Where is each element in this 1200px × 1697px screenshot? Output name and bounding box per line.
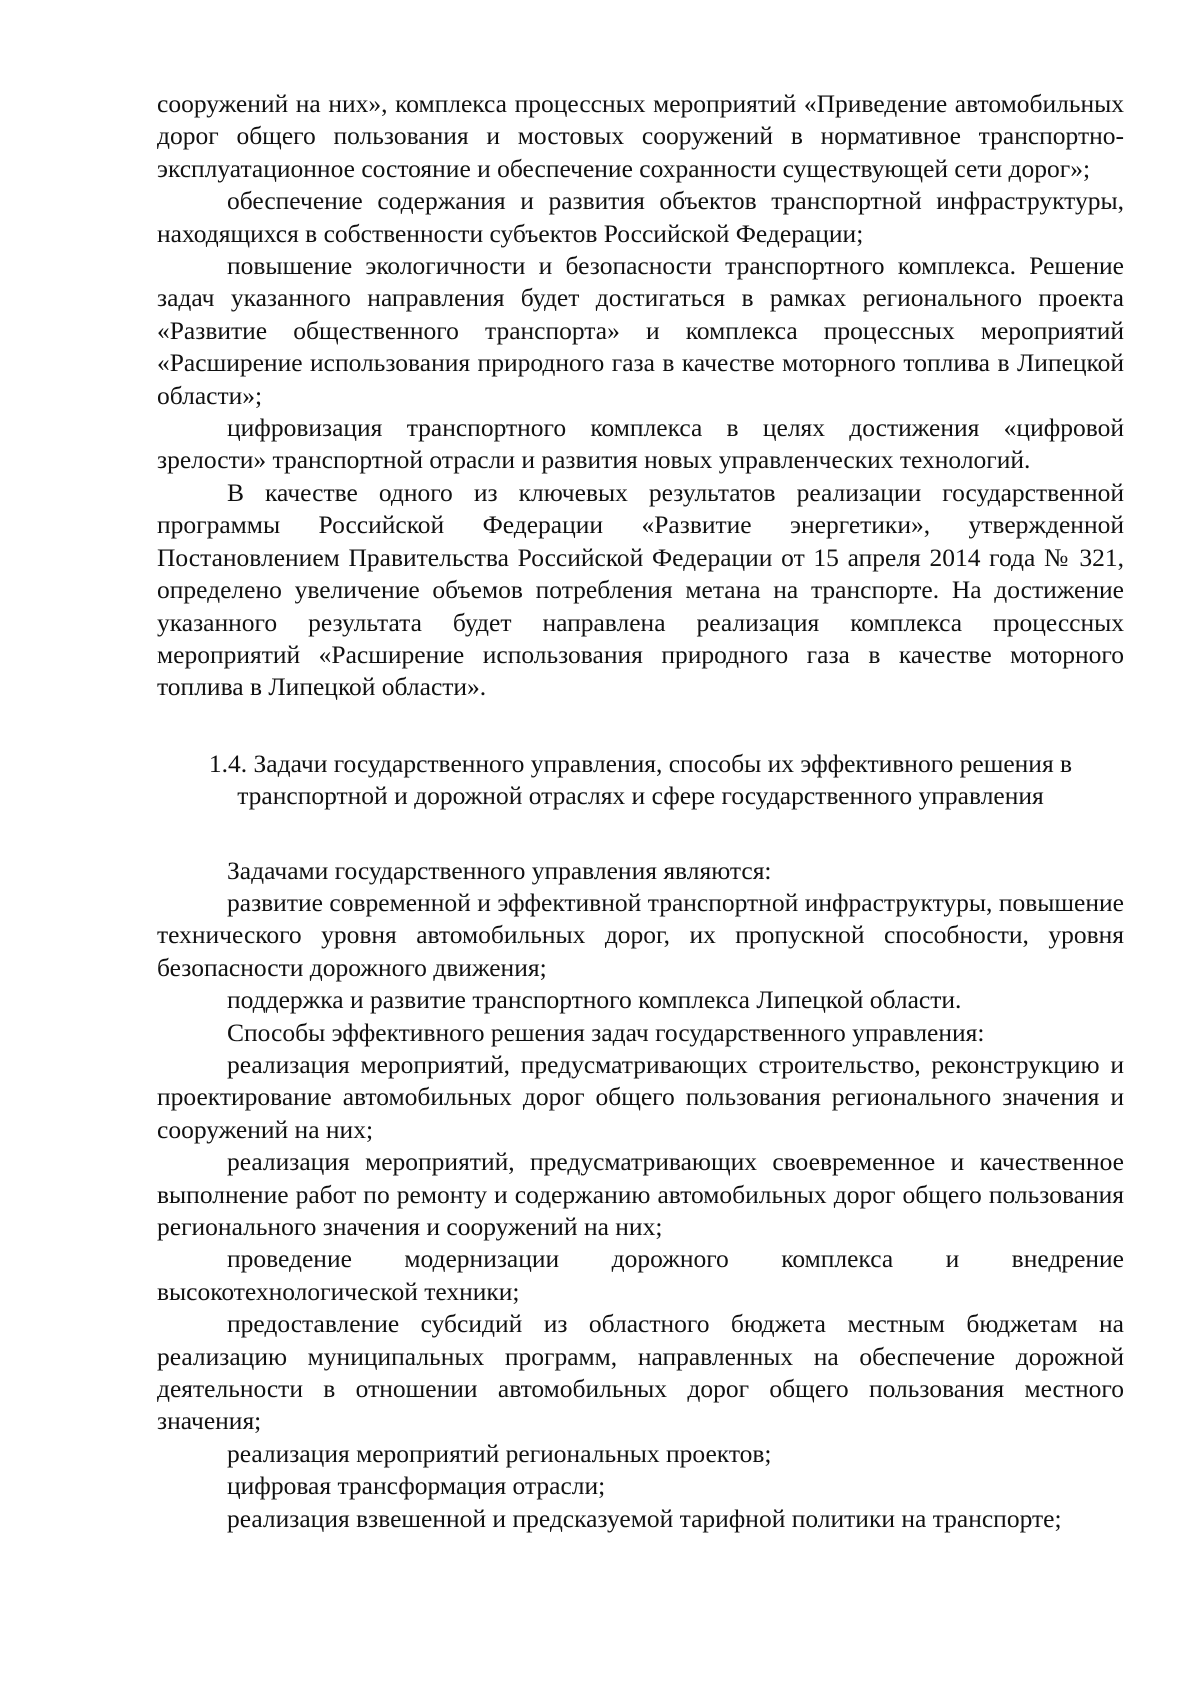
section-heading-line-1: 1.4. Задачи государственного управления, способы их эффективного решения в [208,748,1073,778]
paragraph-method-tariff: реализация взвешенной и предсказуемой тарифной политики на транспорте; [227,1503,1062,1533]
paragraph-method-regional-projects: реализация мероприятий региональных проектов; [227,1438,772,1468]
paragraph-tasks-intro: Задачами государственного управления являются: [227,855,772,885]
paragraph-ecology-safety: повышение экологичности и безопасности транспортного комплекса. Решение задач указанного направления будет достигаться в рамках регионального проекта «Развитие общественного транспорта» и комплекса процессных мероприятий «Расширение использования природного газа в качестве моторного топлива в Липецкой области»; [157,251,1124,410]
section-heading [157,748,1124,813]
paragraph-method-repair: реализация мероприятий, предусматривающих своевременное и качественное выполнение работ по ремонту и содержанию автомобильных дорог общего пользования регионального значения и сооружений на них; [157,1147,1124,1241]
paragraph-energy-program: В качестве одного из ключевых результатов реализации государственной программы Российской Федерации «Развитие энергетики», утвержденной Постановлением Правительства Российской Федерации от 15 апреля 2014 года № 321, определено увеличение объемов потребления метана на транспорте. На достижение указанного результата будет направлена реализация комплекса процессных мероприятий «Расширение использования природного газа в качестве моторного топлива в Липецкой области». [157,477,1124,702]
paragraph-method-subsidies: предоставление субсидий из областного бюджета местным бюджетам на реализацию муниципальных программ, направленных на обеспечение дорожной деятельности в отношении автомобильных дорог общего пользования местного значения; [157,1309,1124,1436]
paragraph-methods-intro: Способы эффективного решения задач государственного управления: [227,1017,985,1047]
paragraph-method-digital: цифровая трансформация отрасли; [227,1471,606,1501]
paragraph-transport-infrastructure: обеспечение содержания и развития объектов транспортной инфраструктуры, находящихся в собственности субъектов Российской Федерации; [157,186,1124,248]
section-heading-line-2: транспортной и дорожной отраслях и сфере государственного управления [237,781,1044,811]
paragraph-method-construction: реализация мероприятий, предусматривающих строительство, реконструкцию и проектирование автомобильных дорог общего пользования регионального значения и сооружений на них; [157,1049,1124,1144]
paragraph-task-support: поддержка и развитие транспортного комплекса Липецкой области. [227,985,962,1015]
paragraph-task-infrastructure: развитие современной и эффективной транспортной инфраструктуры, повышение технического уровня автомобильных дорог, их пропускной способности, уровня безопасности дорожного движения; [157,887,1124,982]
paragraph-digitalization: цифровизация транспортного комплекса в целях достижения «цифровой зрелости» транспортной отрасли и развития новых управленческих технологий. [157,413,1124,475]
paragraph-method-modernization: проведение модернизации дорожного комплекса и внедрение высокотехнологической техники; [157,1244,1124,1306]
paragraph-continuation: сооружений на них», комплекса процессных мероприятий «Приведение автомобильных дорог общего пользования и мостовых сооружений в нормативное транспортно-эксплуатационное состояние и обеспечение сохранности существующей сети дорог»; [157,89,1124,183]
